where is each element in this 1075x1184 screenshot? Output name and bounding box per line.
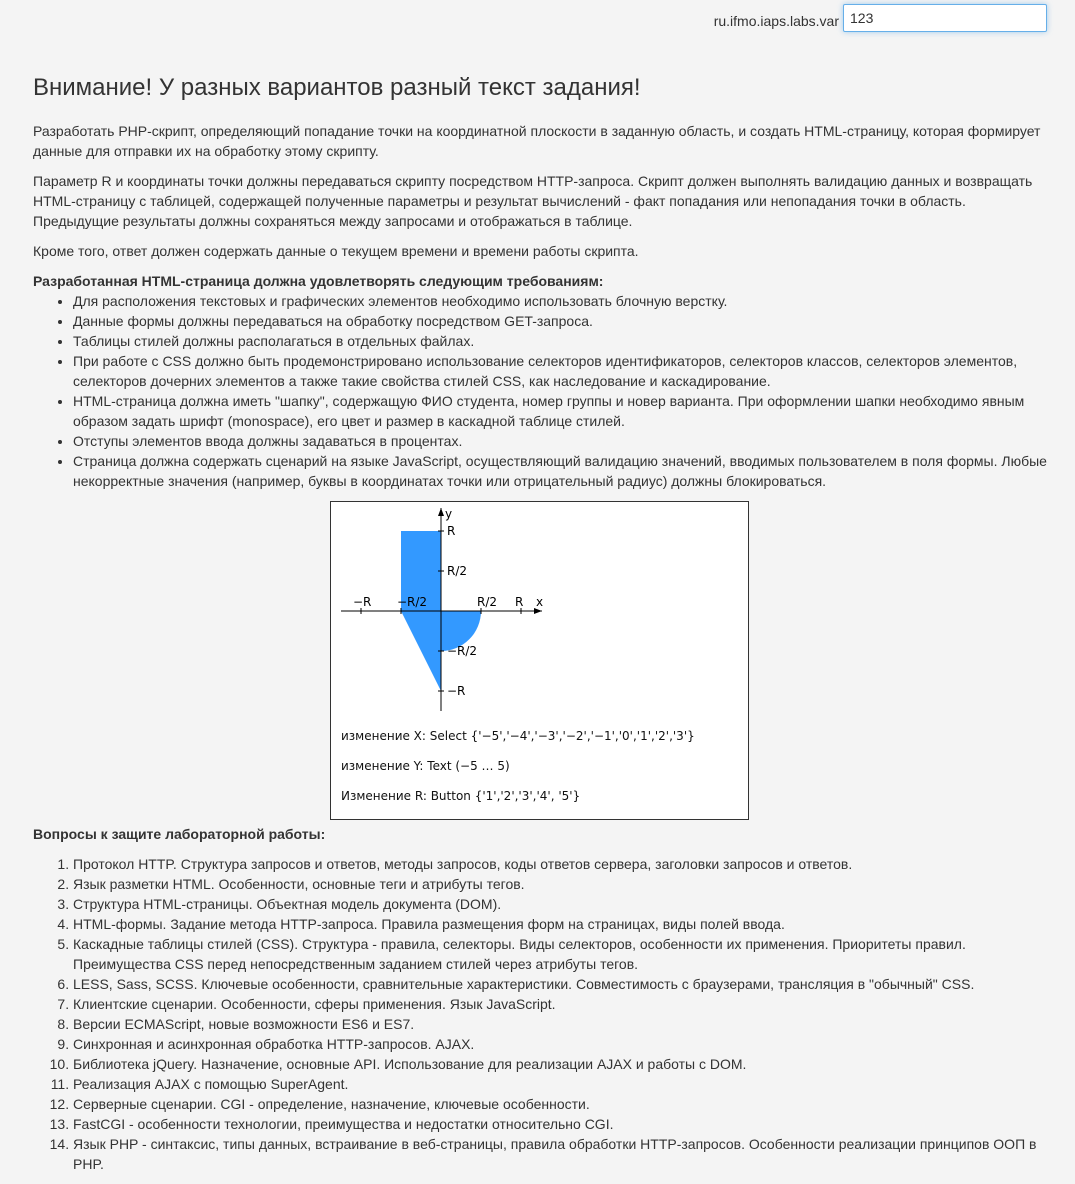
list-item: • Отступы элементов ввода должны задаваться в процентах. (73, 431, 1053, 451)
list-item: 7. Клиентские сценарии. Особенности, сферы применения. Язык JavaScript. (73, 994, 1053, 1014)
main-content (33, 72, 1053, 1174)
list-item: 13. FastCGI - особенности технологии, преимущества и недостатки относительно CGI. (73, 1114, 1053, 1134)
list-item: • При работе с CSS должно быть продемонстрировано использование селекторов идентификаторов, селекторов классов, селекторов элементов, селекторов дочерних элементов а также такие свойства стилей CSS, как наследование и каскадирование. (73, 351, 1053, 391)
x-axis-label: x (536, 595, 544, 609)
list-item: • Страница должна содержать сценарий на языке JavaScript, осуществляющий валидацию значений, вводимых пользователем в поля формы. Любые некорректные значения (например, буквы в координатах точки или отрицательный радиус) должны блокироваться. (73, 451, 1053, 491)
list-item: 12. Серверные сценарии. CGI - определение, назначение, ключевые особенности. (73, 1094, 1053, 1114)
list-item: 6. LESS, Sass, SCSS. Ключевые особенности, сравнительные характеристики. Совместимость с браузерами, трансляция в "обычный" CSS. (73, 974, 1053, 994)
y-tick-r2: R/2 (447, 564, 468, 578)
page-title: Внимание! У разных вариантов разный текст задания! (33, 74, 641, 101)
x-tick-neg-r: −R (353, 595, 372, 609)
variant-label: ru.ifmo.iaps.labs.var (713, 13, 839, 29)
task-paragraph-1: Разработать PHP-скрипт, определяющий попадание точки на координатной плоскости в заданную область, и создать HTML-страницу, которая формирует данные для отправки их на обработку этому скрипту. (33, 123, 1041, 159)
list-item: 2. Язык разметки HTML. Особенности, основные теги и атрибуты тегов. (73, 874, 1053, 894)
area-figure (330, 501, 749, 820)
y-axis-arrow (438, 508, 444, 516)
r-change-note: Изменение R: Button {'1','2','3','4', '5'} (341, 789, 581, 803)
list-item: 9. Синхронная и асинхронная обработка HTTP-запросов. AJAX. (73, 1034, 1053, 1054)
y-tick-neg-r2: −R/2 (447, 644, 478, 658)
requirements-list (33, 291, 1053, 491)
questions-title: Вопросы к защите лабораторной работы: (33, 826, 326, 842)
list-item: 10. Библиотека jQuery. Назначение, основные API. Использование для реализации AJAX и работы с DOM. (73, 1054, 1053, 1074)
list-item: 8. Версии ECMAScript, новые возможности ES6 и ES7. (73, 1014, 1053, 1034)
list-item: 1. Протокол HTTP. Структура запросов и ответов, методы запросов, коды ответов сервера, заголовки запросов и ответов. (73, 854, 1053, 874)
task-paragraph-3: Кроме того, ответ должен содержать данные о текущем времени и времени работы скрипта. (33, 243, 639, 259)
list-item: 3. Структура HTML-страницы. Объектная модель документа (DOM). (73, 894, 1053, 914)
questions-list (33, 854, 1053, 1174)
requirements-title: Разработанная HTML-страница должна удовлетворять следующим требованиям: (33, 273, 604, 289)
area-triangle (401, 611, 441, 691)
x-tick-r: R (515, 595, 524, 609)
variant-input[interactable] (843, 4, 1047, 32)
y-tick-neg-r: −R (447, 684, 466, 698)
task-paragraph-2: Параметр R и координаты точки должны передаваться скрипту посредством HTTP-запроса. Скрипт должен выполнять валидацию данных и возвращать HTML-страницу с таблицей, содержащей полученные параметры и результат вычислений - факт попадания или непопадания точки в область. Предыдущие результаты должны сохраняться между запросами и отображаться в таблице. (33, 173, 1033, 229)
list-item: 11. Реализация AJAX с помощью SuperAgent. (73, 1074, 1053, 1094)
y-axis-label: y (445, 507, 453, 521)
list-item: 14. Язык PHP - синтаксис, типы данных, встраивание в веб-страницы, правила обработки HTTP-запросов. Особенности реализации принципов ООП в PHP. (73, 1134, 1053, 1174)
x-tick-neg-r2: −R/2 (397, 595, 428, 609)
x-tick-r2: R/2 (477, 595, 498, 609)
list-item: • Таблицы стилей должны располагаться в отдельных файлах. (73, 331, 1053, 351)
list-item: 5. Каскадные таблицы стилей (CSS). Структура - правила, селекторы. Виды селекторов, особенности их применения. Приоритеты правил. Преимущества CSS перед непосредственным заданием стилей через атрибуты тегов. (73, 934, 1053, 974)
list-item: • HTML-страница должна иметь "шапку", содержащую ФИО студента, номер группы и новер варианта. При оформлении шапки необходимо явным образом задать шрифт (monospace), его цвет и размер в каскадной таблице стилей. (73, 391, 1053, 431)
y-tick-r: R (447, 524, 456, 538)
list-item: • Данные формы должны передаваться на обработку посредством GET-запроса. (73, 311, 1053, 331)
variant-bar (714, 4, 1047, 32)
y-change-note: изменение Y: Text (−5 … 5) (341, 759, 510, 773)
x-change-note: изменение X: Select {'−5','−4','−3','−2','−1','0','1','2','3'} (341, 729, 695, 743)
area-graph (331, 502, 748, 732)
list-item: • Для расположения текстовых и графических элементов необходимо использовать блочную верстку. (73, 291, 1053, 311)
list-item: 4. HTML-формы. Задание метода HTTP-запроса. Правила размещения форм на страницах, виды полей ввода. (73, 914, 1053, 934)
